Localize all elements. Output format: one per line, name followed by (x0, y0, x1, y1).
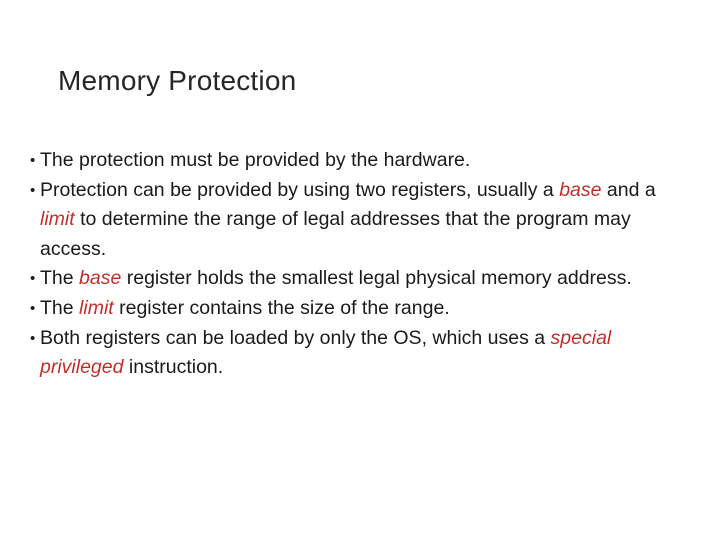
bullet-text-segment: register holds the smallest legal physical memory address. (121, 267, 632, 290)
bullet-item (30, 294, 670, 324)
slide-title: Memory Protection (58, 65, 297, 96)
bullet-text-segment: Protection can be provided by using two registers, usually a (40, 178, 560, 201)
emphasized-term: base (559, 178, 602, 201)
bullet-text (40, 327, 611, 379)
bullet-text-segment: The (40, 267, 80, 290)
bullet-item (30, 324, 670, 383)
bullet-text-segment: The protection must be provided by the hardware. (40, 149, 471, 171)
bullet-item (30, 176, 670, 265)
bullet-text-segment: The (40, 296, 80, 319)
bullet-list (30, 146, 670, 383)
bullet-text (40, 297, 450, 319)
emphasized-term: special privileged (40, 326, 612, 379)
bullet-text (40, 267, 632, 289)
bullet-text-segment: register contains the size of the range. (113, 296, 450, 319)
bullet-item (30, 264, 670, 294)
emphasized-term: base (79, 267, 122, 290)
bullet-text (40, 179, 656, 260)
bullet-text-segment: instruction. (123, 356, 224, 379)
bullet-text-segment: to determine the range of legal addresses that the program may access. (40, 208, 631, 260)
bullet-item (30, 146, 670, 176)
emphasized-term: limit (40, 208, 75, 231)
emphasized-term: limit (79, 296, 114, 319)
bullet-text (40, 149, 470, 171)
bullet-text-segment: Both registers can be loaded by only the OS, which uses a (40, 326, 551, 349)
bullet-text-segment: and a (601, 178, 656, 201)
